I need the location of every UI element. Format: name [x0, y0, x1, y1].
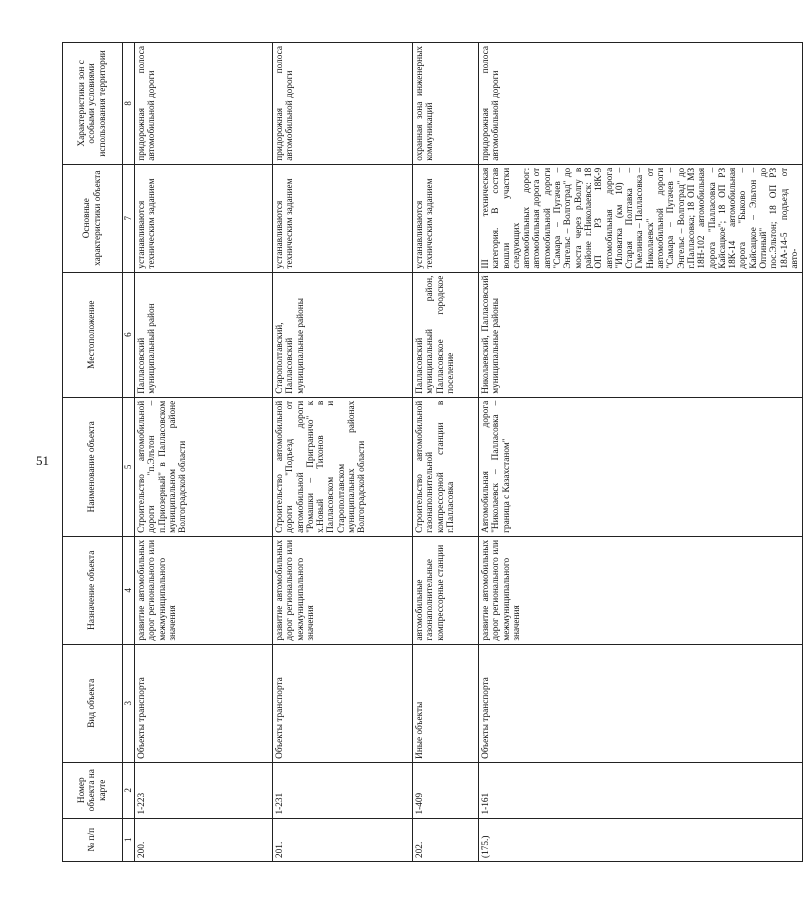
object-characteristics: III техническая категория. В состав вошли участки следующих автомобильных дорог: автомобильная дорога от автомобильной дороги "Самара – Пугачев – Энгельс – Волгоград" до моста через р.Волгу в районе г.Николаевск: 18 ОП РЗ 18К-9 автомобильная дорога "Иловатка (км 10) – Старая Полтавка – Гмелинка – Палласовка – Николаевск" от автомобильной дороги "Самара – Пугачев – Энгельс – Волгоград" до г.Палласовка; 18 ОП МЗ 18Н-102 автомобильная дорога "Палласовка – Кайсацкое"; 18 ОП РЗ 18К-14 автомобильная дорога "Быково – Кайсацкое – Эльтон – Оптиный" до пос.Эльтон; 18 ОП РЗ 18А-14-5 подъезд от авто-: [479, 164, 803, 272]
header-cell: Характеристики зон с особыми условиями использования территории: [63, 43, 123, 165]
object-location: Палласовский муниципальный район: [135, 272, 273, 397]
object-kind: Иные объекты: [413, 644, 479, 762]
object-location: Палласовский муниципальный район, Палласовское городское поселение: [413, 272, 479, 397]
object-characteristics: устанавливаются техническим заданием: [273, 164, 413, 272]
header-cell: Основные характеристики объекта: [63, 164, 123, 272]
object-kind: Объекты транспорта: [135, 644, 273, 762]
column-number: 7: [123, 164, 135, 272]
table-row: [273, 43, 413, 862]
header-cell: Местоположение: [63, 272, 123, 397]
object-location: Старополтавский, Палласовский муниципальные районы: [273, 272, 413, 397]
column-number: 1: [123, 818, 135, 861]
zone-characteristics: охранная зона инженерных коммуникаций: [413, 43, 479, 165]
header-cell: Номер объекта на карте: [63, 762, 123, 818]
object-characteristics: устанавливаются техническим заданием: [413, 164, 479, 272]
zone-characteristics: придорожная полоса автомобильной дороги: [479, 43, 803, 165]
header-cell: Вид объекта: [63, 644, 123, 762]
object-name: Строительство автомобильной газонаполнительной компрессорной станции в г.Палласовка: [413, 397, 479, 536]
object-purpose: развитие автомобильных дорог регионального или межмуниципального значения: [273, 536, 413, 644]
page-number: 51: [36, 453, 49, 468]
map-id: 1-231: [273, 762, 413, 818]
map-id: 1-223: [135, 762, 273, 818]
object-purpose: развитие автомобильных дорог регионального или межмуниципального значения: [479, 536, 803, 644]
header-cell: Наименование объекта: [63, 397, 123, 536]
column-number: 6: [123, 272, 135, 397]
object-kind: Объекты транспорта: [479, 644, 803, 762]
object-name: Автомобильная дорога "Николаевск – Палласовка – граница с Казахстаном": [479, 397, 803, 536]
map-id: 1-409: [413, 762, 479, 818]
header-cell: Назначение объекта: [63, 536, 123, 644]
row-number: 202.: [413, 818, 479, 861]
zone-characteristics: придорожная полоса автомобильной дороги: [135, 43, 273, 165]
zone-characteristics: придорожная полоса автомобильной дороги: [273, 43, 413, 165]
column-number: 8: [123, 43, 135, 165]
table-header-row: [63, 43, 123, 862]
object-purpose: развитие автомобильных дорог регионального или межмуниципального значения: [135, 536, 273, 644]
map-id: 1-161: [479, 762, 803, 818]
row-number: (175.): [479, 818, 803, 861]
table-row: [413, 43, 479, 862]
object-kind: Объекты транспорта: [273, 644, 413, 762]
object-purpose: автомобильные газонаполнительные компрессорные станции: [413, 536, 479, 644]
object-location: Николаевский, Палласовский муниципальные районы: [479, 272, 803, 397]
table-row: [479, 43, 803, 862]
objects-table: [62, 42, 803, 862]
header-cell: № п/п: [63, 818, 123, 861]
row-number: 201.: [273, 818, 413, 861]
column-number: 3: [123, 644, 135, 762]
rotated-table-wrapper: [62, 42, 800, 862]
object-name: Строительство автомобильной дороги "Подъезд от автомобильной дороги "Ромашки – Приграничо" к х.Новый Тихонов в Палласовском и Старополтавском муниципальных районах Волгоградской области: [273, 397, 413, 536]
column-number-row: [123, 43, 135, 862]
column-number: 2: [123, 762, 135, 818]
object-name: Строительство автомобильной дороги "п.Элътон – п.Приозерный" в Палласовском муниципальном районе Волгоградской области: [135, 397, 273, 536]
row-number: 200.: [135, 818, 273, 861]
column-number: 4: [123, 536, 135, 644]
column-number: 5: [123, 397, 135, 536]
table-row: [135, 43, 273, 862]
object-characteristics: устанавливаются техническим заданием: [135, 164, 273, 272]
